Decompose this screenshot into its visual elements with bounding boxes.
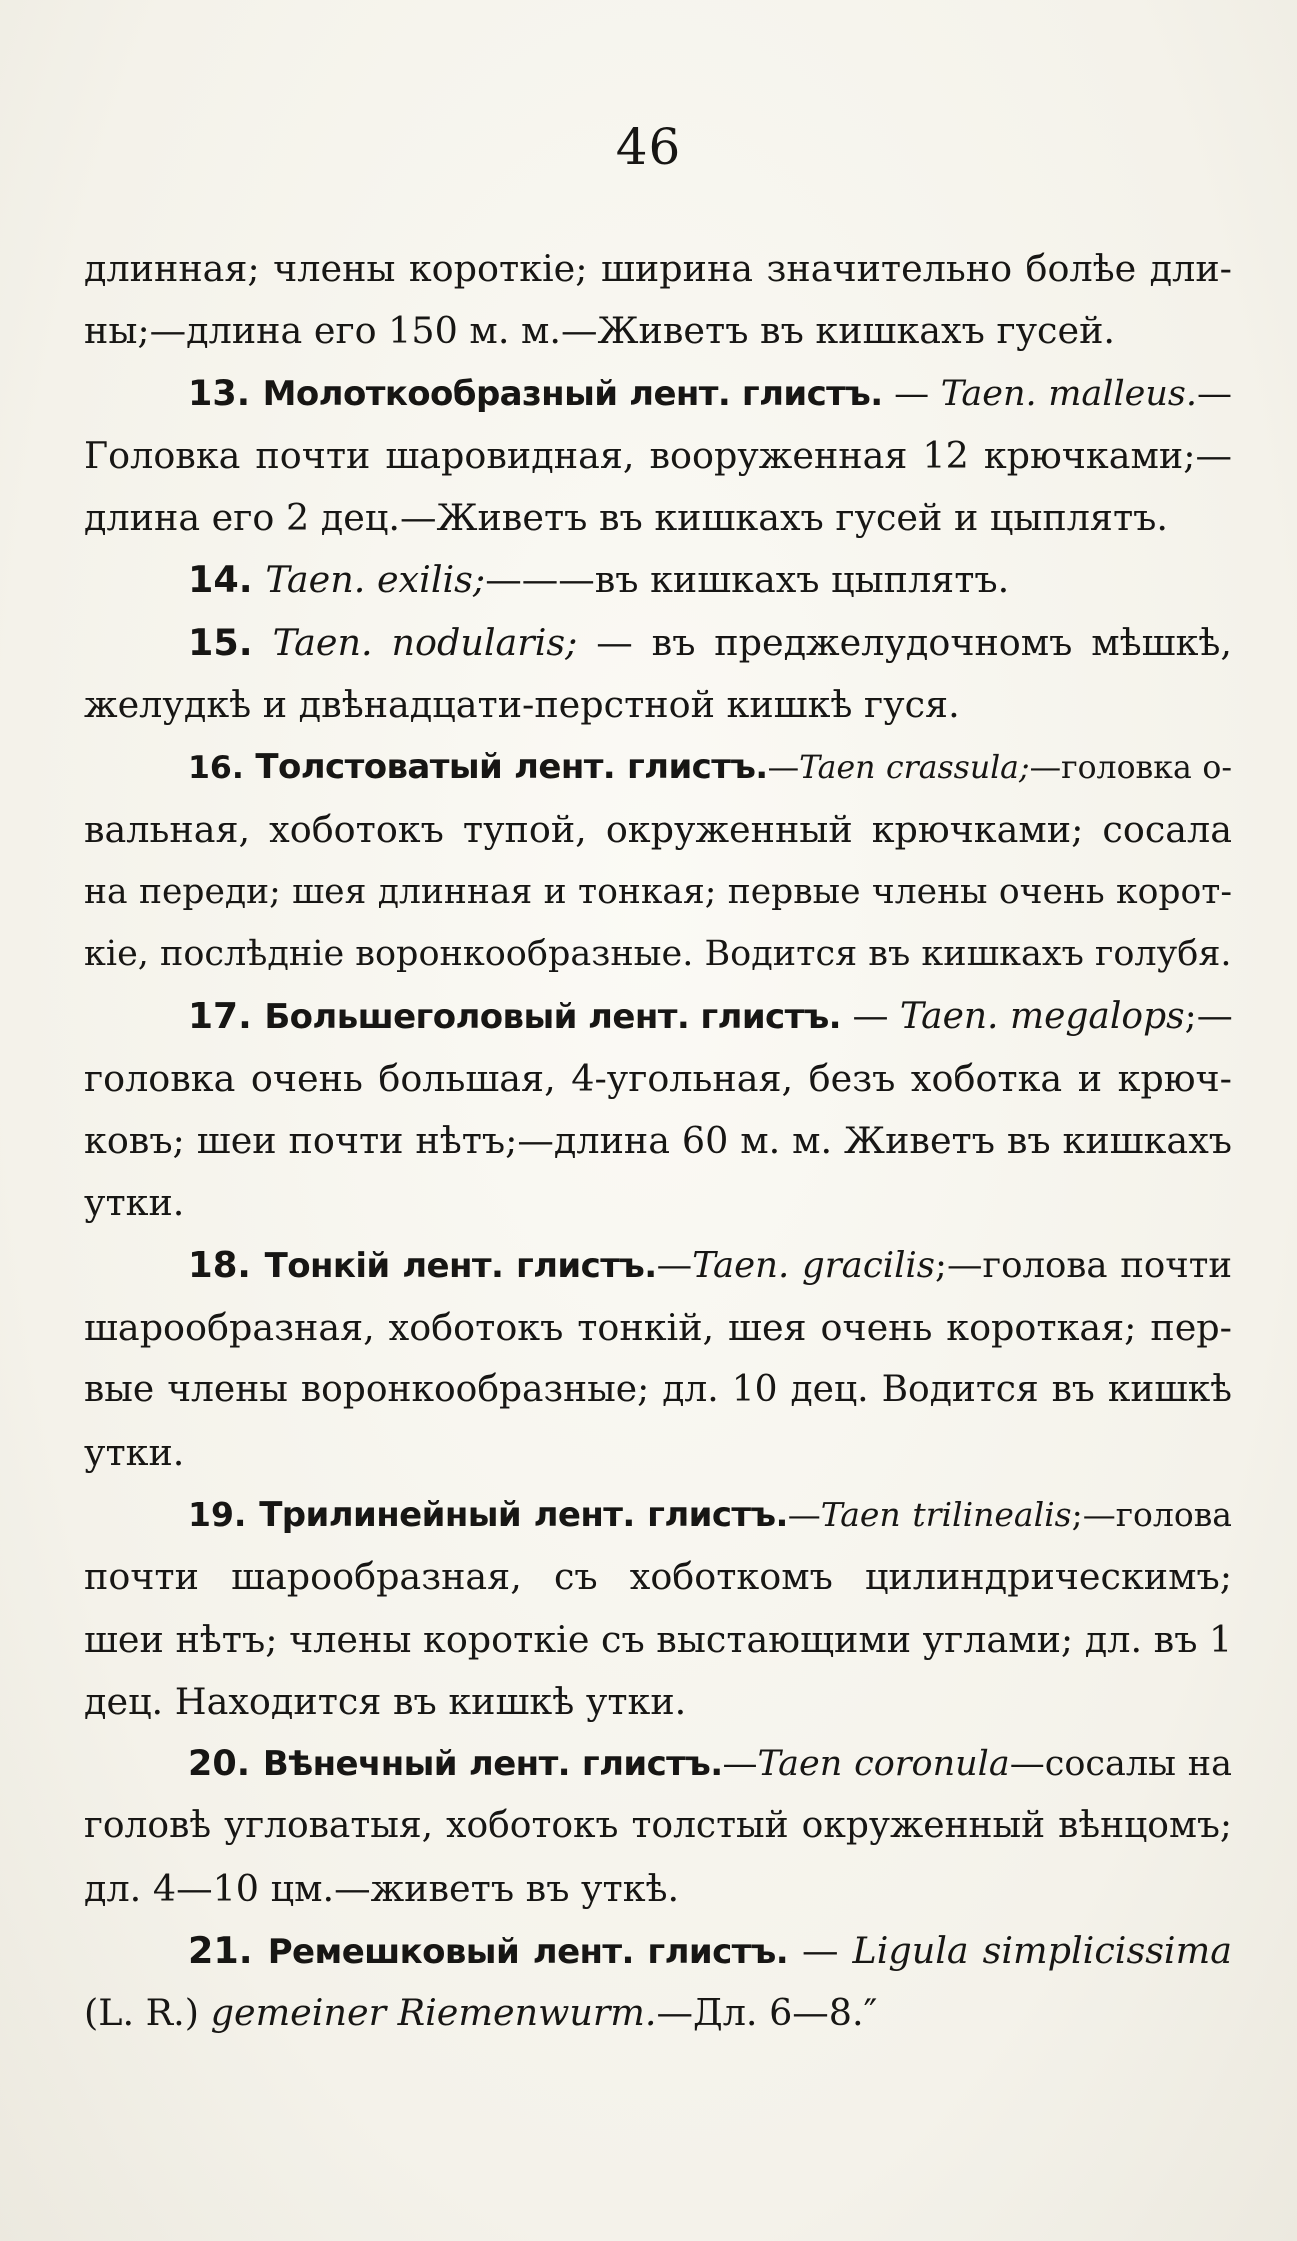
entry-first-line [84, 1733, 1232, 1795]
text-run: желудкѣ и двѣнадцати-перстной кишкѣ гуся. [84, 683, 960, 727]
text-line [84, 1795, 1232, 1857]
text-run: (L. R.) [84, 1991, 211, 2035]
entry-heading: Трилинейный лент. глистъ. [259, 1494, 788, 1535]
entry-number: 18. [188, 1244, 265, 1286]
text-block [84, 238, 1232, 2045]
text-run: ковъ; шеи почти нѣтъ;—длина 60 м. м. Живетъ въ кишкахъ [84, 1119, 1232, 1163]
text-line [84, 1422, 1232, 1484]
latin-name: Ligula simplicissima [852, 1929, 1232, 1973]
text-run: ;—голова почти [935, 1244, 1232, 1286]
entry-number: 17. [188, 995, 265, 1037]
text-run: на переди; шея длинная и тонкая; первые члены очень корот- [84, 871, 1232, 912]
text-line [84, 238, 1232, 300]
latin-name: Taen. nodularis; [272, 620, 578, 664]
latin-name: Taen crassula; [799, 750, 1030, 787]
entry-first-line [84, 736, 1232, 798]
text-run: — [787, 1494, 821, 1534]
text-run: — [767, 750, 800, 787]
entry-first-line [84, 363, 1232, 425]
entry-first-line [84, 1235, 1232, 1297]
entry-first-line [84, 549, 1232, 611]
entry-first-line [84, 1484, 1232, 1546]
text-line [84, 923, 1232, 985]
text-line [84, 1048, 1232, 1110]
text-run: кіе, послѣдніе воронкообразные. Водится въ кишкахъ голубя. [84, 934, 1232, 975]
text-run: Головка почти шаровидная, вооруженная 12 крючками;— [84, 433, 1232, 477]
latin-name: Taen. megalops [899, 995, 1185, 1037]
entry-first-line [84, 986, 1232, 1048]
text-run: вальная, хоботокъ тупой, окруженный крючками; сосала [84, 807, 1232, 851]
text-run: —Дл. 6—8.″ [656, 1991, 878, 2035]
text-run: — [788, 1929, 853, 1973]
text-run: утки. [84, 1430, 185, 1474]
entry-number: 20. [188, 1744, 263, 1785]
text-run: — [656, 1244, 693, 1286]
text-run: утки. [84, 1181, 185, 1225]
entry-first-line [84, 612, 1232, 674]
text-run: — [841, 995, 900, 1037]
text-run: длина его 2 дец.—Живетъ въ кишкахъ гусей и цыплятъ. [84, 496, 1168, 540]
entry-heading: Ремешковый лент. глистъ. [267, 1932, 789, 1973]
latin-name: Taen trilinealis [820, 1494, 1072, 1534]
text-line [84, 425, 1232, 487]
latin-name: Taen. exilis; [265, 558, 486, 602]
text-line [84, 1982, 1232, 2044]
text-line [84, 674, 1232, 736]
text-run: —сосалы на [1009, 1744, 1232, 1785]
text-run: — [1196, 373, 1232, 414]
latin-name: Taen. gracilis [692, 1244, 936, 1286]
text-line [84, 487, 1232, 549]
text-line [84, 1359, 1232, 1421]
text-run: ;—голова [1071, 1494, 1232, 1534]
text-run: ———въ кишкахъ цыплятъ. [485, 558, 1010, 602]
text-line [84, 1297, 1232, 1359]
text-run: дл. 4—10 цм.—живетъ въ уткѣ. [84, 1866, 680, 1910]
entry-heading: Большеголовый лент. глистъ. [264, 996, 841, 1037]
text-line [84, 1858, 1232, 1920]
text-line [84, 1172, 1232, 1234]
text-line [84, 300, 1232, 362]
entry-first-line [84, 1920, 1232, 1982]
entry-heading: Вѣнечный лент. глистъ. [262, 1744, 723, 1785]
text-line [84, 1609, 1232, 1671]
latin-name: gemeiner Riemenwurm. [210, 1991, 657, 2035]
text-run: —головка о- [1029, 750, 1232, 787]
entry-heading: Тонкій лент. глистъ. [264, 1245, 657, 1286]
text-line [84, 861, 1232, 923]
text-line [84, 799, 1232, 861]
latin-name: Taen coronula [757, 1744, 1010, 1785]
entry-number: 19. [188, 1494, 260, 1534]
text-line [84, 1110, 1232, 1172]
text-run: почти шарообразная, съ хоботкомъ цилиндрическимъ; [84, 1555, 1232, 1599]
entry-number: 16. [188, 750, 256, 787]
text-run: длинная; члены короткіе; ширина значительно болѣе дли- [84, 247, 1232, 290]
text-run: шарообразная, хоботокъ тонкій, шея очень короткая; пер- [84, 1306, 1232, 1350]
page-number: 46 [615, 118, 682, 176]
entry-number: 14. [188, 558, 266, 602]
text-run: — [882, 373, 941, 414]
entry-heading: Толстоватый лент. глистъ. [255, 747, 768, 788]
text-line [84, 1546, 1232, 1608]
entry-number: 13. [188, 373, 263, 414]
latin-name: Taen. malleus. [940, 373, 1197, 414]
text-run: — въ преджелудочномъ мѣшкѣ, [577, 620, 1232, 664]
entry-number: 15. [188, 620, 273, 664]
text-run: ны;—длина его 150 м. м.—Живетъ въ кишкахъ гусей. [84, 309, 1116, 353]
text-run: шеи нѣтъ; члены короткіе съ выстающими углами; дл. въ 1 [84, 1617, 1233, 1661]
text-line [84, 1671, 1232, 1733]
text-run: головка очень большая, 4-угольная, безъ хоботка и крюч- [84, 1056, 1232, 1100]
text-run: вые члены воронкообразные; дл. 10 дец. Водится въ кишкѣ [84, 1369, 1232, 1411]
text-run: головѣ угловатыя, хоботокъ толстый окруженный вѣнцомъ; [84, 1805, 1232, 1847]
text-run: дец. Находится въ кишкѣ утки. [84, 1679, 687, 1723]
entry-number: 21. [188, 1929, 268, 1973]
text-run: — [722, 1744, 758, 1785]
text-run: ;— [1184, 995, 1233, 1037]
entry-heading: Молоткообразный лент. глистъ. [262, 373, 883, 414]
